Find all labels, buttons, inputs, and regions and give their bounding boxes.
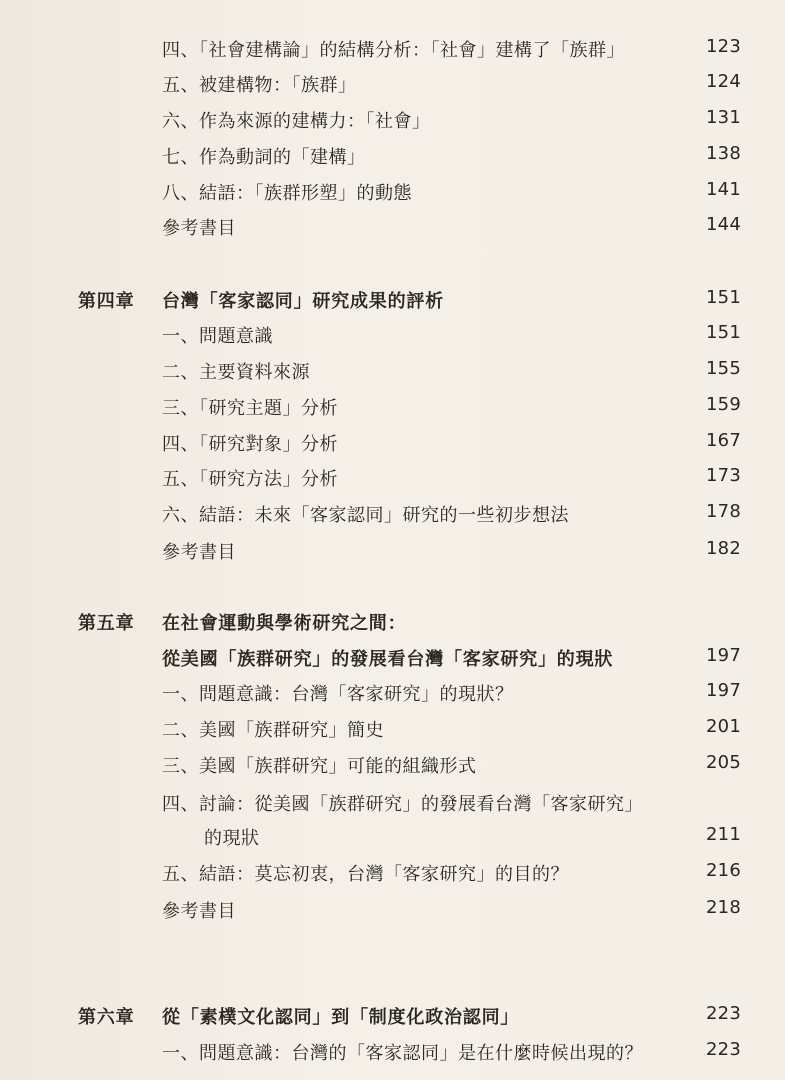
toc-section-title: 二、美國「族群研究」簡史 — [162, 720, 384, 741]
toc-page-number: 201 — [706, 716, 741, 737]
chapter-label: 第五章 — [78, 613, 135, 634]
toc-page-number: 218 — [706, 897, 741, 918]
toc-section-title: 五、結語：莫忘初衷，台灣「客家研究」的目的？ — [162, 864, 569, 885]
toc-page-number: 197 — [706, 680, 741, 701]
toc-row — [0, 320, 785, 350]
toc-page-number: 151 — [706, 322, 741, 343]
toc-page-number: 216 — [706, 860, 741, 881]
toc-page-number: 141 — [706, 179, 741, 200]
chapter-title: 在社會運動與學術研究之間： — [162, 613, 407, 634]
toc-section-title-continued: 的現狀 — [204, 828, 260, 849]
toc-row — [0, 392, 785, 422]
toc-section-title: 八、結語：「族群形塑」的動態 — [162, 183, 412, 204]
toc-page-number: 151 — [706, 287, 741, 308]
toc-row — [0, 69, 785, 99]
toc-page-number: 131 — [706, 107, 741, 128]
toc-page-number: 223 — [706, 1003, 741, 1024]
toc-row — [0, 463, 785, 493]
toc-section-title: 七、作為動詞的「建構」 — [162, 147, 366, 168]
toc-section-title: 四、討論：從美國「族群研究」的發展看台灣「客家研究」 — [162, 794, 643, 815]
toc-section-title: 六、結語：未來「客家認同」研究的一些初步想法 — [162, 505, 569, 526]
toc-page-number: 223 — [706, 1039, 741, 1060]
toc-chapter-row — [0, 1001, 785, 1031]
toc-page-number: 178 — [706, 501, 741, 522]
toc-page-number: 173 — [706, 465, 741, 486]
toc-page-number: 211 — [706, 824, 741, 845]
toc-row — [0, 788, 785, 818]
toc-page-number: 138 — [706, 143, 741, 164]
toc-references: 參考書目 — [162, 218, 236, 239]
chapter-title: 台灣「客家認同」研究成果的評析 — [162, 291, 444, 312]
toc-page-number: 123 — [706, 36, 741, 57]
toc-row — [0, 34, 785, 64]
toc-section-title: 一、問題意識 — [162, 326, 273, 347]
toc-page-number: 182 — [706, 538, 741, 559]
toc-page-number: 197 — [706, 645, 741, 666]
toc-row — [0, 536, 785, 566]
toc-section-title: 四、「社會建構論」的結構分析：「社會」建構了「族群」 — [162, 40, 625, 61]
toc-section-title: 三、「研究主題」分析 — [162, 398, 338, 419]
toc-row — [0, 1037, 785, 1067]
toc-section-title: 一、問題意識：台灣「客家研究」的現狀？ — [162, 684, 514, 705]
toc-row — [0, 428, 785, 458]
toc-row — [0, 750, 785, 780]
toc-row — [0, 177, 785, 207]
toc-section-title: 五、被建構物：「族群」 — [162, 75, 357, 96]
toc-page-number: 167 — [706, 430, 741, 451]
toc-page-number: 159 — [706, 394, 741, 415]
toc-section-title: 二、主要資料來源 — [162, 362, 310, 383]
toc-chapter-row — [0, 285, 785, 315]
toc-page-number: 144 — [706, 214, 741, 235]
chapter-title: 從「素樸文化認同」到「制度化政治認同」 — [162, 1007, 520, 1028]
chapter-label: 第六章 — [78, 1007, 135, 1028]
toc-row — [0, 141, 785, 171]
toc-section-title: 六、作為來源的建構力：「社會」 — [162, 111, 431, 132]
toc-section-title: 一、問題意識：台灣的「客家認同」是在什麼時候出現的？ — [162, 1043, 643, 1064]
toc-section-title: 五、「研究方法」分析 — [162, 469, 338, 490]
chapter-label: 第四章 — [78, 291, 135, 312]
toc-row — [0, 822, 785, 852]
toc-row — [0, 714, 785, 744]
toc-page-number: 205 — [706, 752, 741, 773]
toc-references: 參考書目 — [162, 901, 236, 922]
toc-row — [0, 678, 785, 708]
toc-page-number: 155 — [706, 358, 741, 379]
toc-chapter-row — [0, 643, 785, 673]
toc-row — [0, 895, 785, 925]
chapter-subtitle: 從美國「族群研究」的發展看台灣「客家研究」的現狀 — [162, 649, 614, 670]
toc-row — [0, 499, 785, 529]
toc-page-number: 124 — [706, 71, 741, 92]
toc-row — [0, 858, 785, 888]
toc-chapter-row — [0, 607, 785, 637]
toc-row — [0, 356, 785, 386]
toc-section-title: 四、「研究對象」分析 — [162, 434, 338, 455]
toc-row — [0, 212, 785, 242]
toc-references: 參考書目 — [162, 542, 236, 563]
toc-row — [0, 105, 785, 135]
toc-section-title: 三、美國「族群研究」可能的組織形式 — [162, 756, 477, 777]
